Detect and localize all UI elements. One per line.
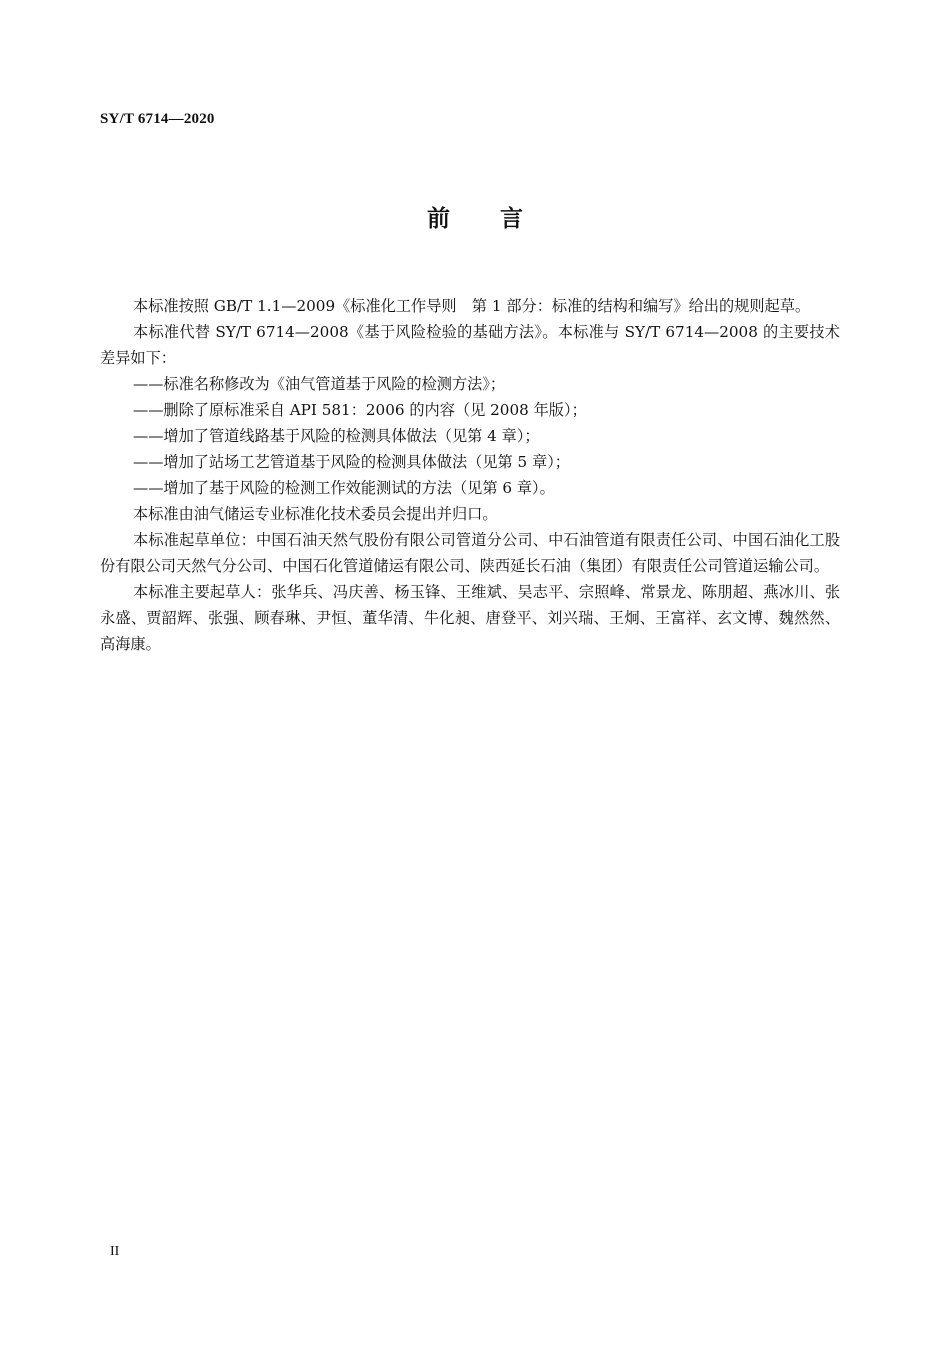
page-title: 前言 (427, 206, 573, 232)
document-body (100, 293, 840, 657)
paragraph-replacement: 本标准代替 SY/T 6714—2008《基于风险检验的基础方法》。本标准与 SY/T 6714—2008 的主要技术差异如下： (100, 323, 840, 367)
list-item: ——增加了管道线路基于风险的检测具体做法（见第 4 章）； (133, 427, 540, 445)
paragraph-drafters: 本标准主要起草人：张华兵、冯庆善、杨玉锋、王维斌、吴志平、宗照峰、常景龙、陈朋超、燕冰川、张永盛、贾韶辉、张强、顾春琳、尹恒、董华清、牛化昶、唐登平、刘兴瑞、王炯、王富祥、玄文博、魏然然、高海康。 (100, 583, 840, 653)
paragraph-drafting-rules: 本标准按照 GB/T 1.1—2009《标准化工作导则 第 1 部分：标准的结构和编写》给出的规则起草。 (133, 297, 811, 315)
list-item: ——增加了站场工艺管道基于风险的检测具体做法（见第 5 章）； (133, 453, 570, 471)
page-number: II (110, 1244, 120, 1259)
list-item: ——增加了基于风险的检测工作效能测试的方法（见第 6 章）。 (133, 479, 555, 497)
list-item: ——删除了原标准采自 API 581：2006 的内容（见 2008 年版）； (133, 401, 587, 419)
paragraph-proposer: 本标准由油气储运专业标准化技术委员会提出并归口。 (133, 505, 498, 523)
standard-code: SY/T 6714—2020 (100, 111, 215, 127)
paragraph-drafting-units: 本标准起草单位：中国石油天然气股份有限公司管道分公司、中石油管道有限责任公司、中国石油化工股份有限公司天然气分公司、中国石化管道储运有限公司、陕西延长石油（集团）有限责任公司管道运输公司。 (100, 531, 840, 575)
list-item: ——标准名称修改为《油气管道基于风险的检测方法》； (133, 375, 506, 393)
